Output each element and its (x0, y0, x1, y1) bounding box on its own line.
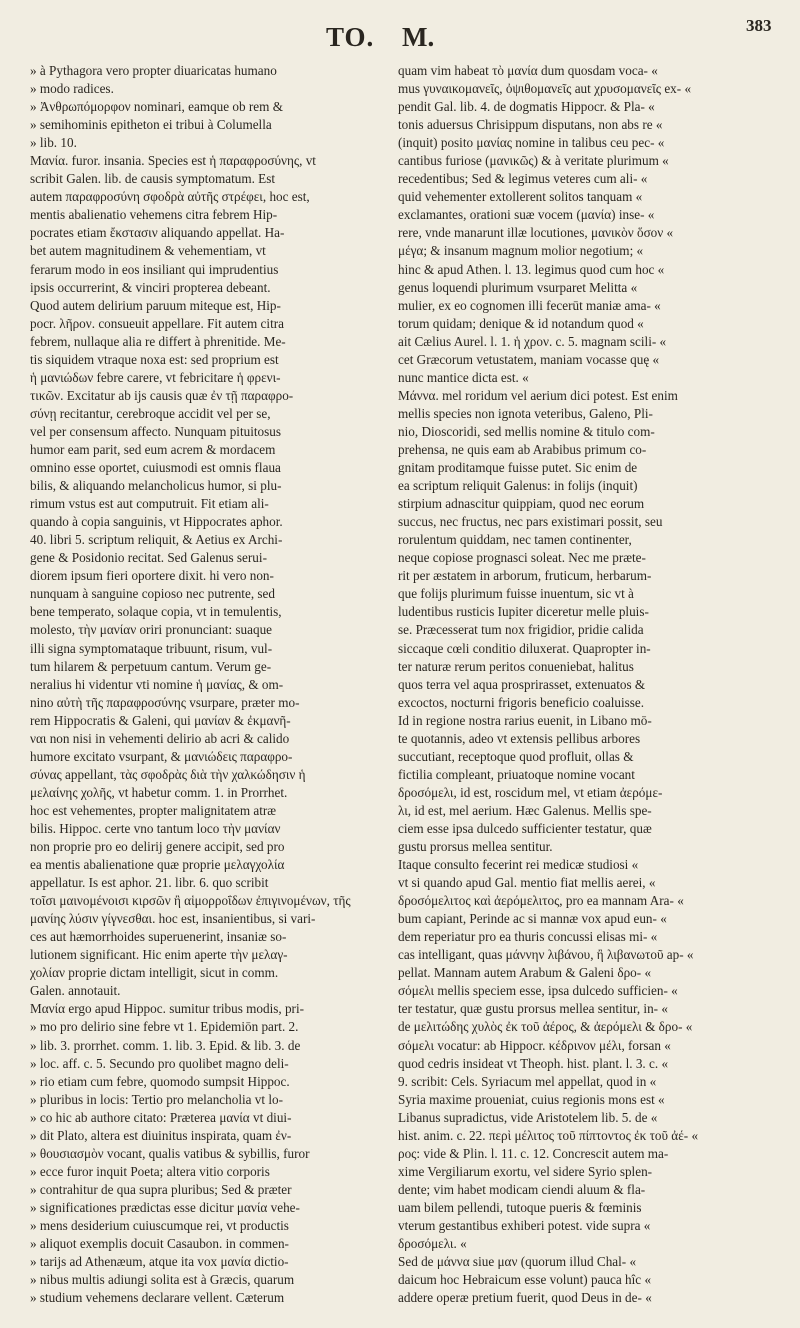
text-line: se. Præcesserat tum nox frigidior, pridie calida (398, 622, 644, 638)
text-line: bilis. Hippoc. certe vno tantum loco τὴν μανίαν (30, 820, 281, 836)
text-line: 40. libri 5. scriptum reliquit, & Aetius ex Archi- (30, 532, 283, 548)
text-line: que folijs plurimum fuisse inuentum, sic vt à (398, 586, 634, 602)
text-line: succus, nec fructus, nec pars existimari possit, seu (398, 514, 663, 530)
text-line: σύνας appellant, τὰς σφοδρὰς διὰ τὴν χαλκώδησιν ἡ (30, 766, 306, 782)
text-line: rimum vstus est aut computruit. Fit etiam ali- (30, 496, 269, 512)
text-line: » contrahitur de qua supra pluribus; Sed & præter (30, 1181, 292, 1197)
text-line: Libanus supradictus, vide Aristotelem lib. 5. de « (398, 1109, 658, 1125)
text-line: ces aut hæmorrhoides superuenerint, insaniæ so- (30, 929, 287, 945)
text-line: uam bilem pellendi, tutoque pueris & fœminis (398, 1199, 642, 1215)
text-line: quod cedris insideat vt Theoph. hist. plant. l. 3. c. « (398, 1055, 669, 1071)
text-line: λι, id est, mel aerium. Hæc Galenus. Mellis spe- (398, 802, 652, 818)
text-line: τοῖσι μαινομένοισι κιρσῶν ἢ αἱμορροΐδων ἐπιγινομένων, τῆς (30, 893, 351, 909)
text-line: gustu prorsus mellea sentitur. (398, 839, 553, 855)
text-line: quid vehementer extollerent solitos tanquam « (398, 189, 643, 205)
text-line: neque copiose prognasci soleat. Nec me præte- (398, 550, 646, 566)
text-line: » loc. aff. c. 5. Secundo pro quolibet magno deli- (30, 1055, 289, 1071)
page-number: 383 (746, 16, 772, 35)
text-line: bilis, & aliquando melancholicus humor, si plu- (30, 478, 282, 494)
text-line: dente; vim habet modicam ciendi aluum & fla- (398, 1181, 646, 1197)
text-line: daicum hoc Hebraicum esse volunt) pauca hîc « (398, 1272, 652, 1288)
text-line: δροσόμελι, id est, roscidum mel, vt etiam ἀερόμε- (398, 784, 663, 800)
text-line: ρος: vide & Plin. l. 11. c. 12. Concrescit autem ma- (398, 1145, 669, 1161)
text-line: » aliquot exemplis docuit Casaubon. in commen- (30, 1236, 289, 1252)
text-line: torum quidam; denique & id notandum quod « (398, 315, 644, 331)
text-line: autem παραφροσύνη σφοδρὰ αὐτῆς στρέφει, hoc est, (30, 189, 310, 205)
text-line: » mo pro delirio sine febre vt 1. Epidemiōn part. 2. (30, 1019, 299, 1035)
text-line: Id in regione nostra rarius euenit, in Libano mō- (398, 712, 652, 728)
text-line: hoc est vehementes, propter malignitatem atræ (30, 802, 277, 818)
text-line: recedentibus; Sed & legimus veteres cum ali- « (398, 171, 648, 187)
text-line: » nibus multis adiungi solita est à Græcis, quarum (30, 1272, 295, 1288)
text-line: » rio etiam cum febre, quomodo sumpsit Hippoc. (30, 1073, 290, 1089)
text-line: quam vim habeat τὸ μανία dum quosdam voca- « (398, 63, 658, 78)
text-line: illi signa symptomataque tribuunt, risum, vul- (30, 640, 273, 656)
text-line: Sed de μάννα siue μαν (quorum illud Chal- « (398, 1254, 637, 1270)
header-title-right: M. (402, 22, 435, 52)
text-line: » ecce furor inquit Poeta; altera vitio corporis (30, 1163, 270, 1179)
text-line: rorulentum quiddam, nec tamen continenter, (398, 532, 632, 548)
text-line: genus loquendi plurimum vsurparet Melitta « (398, 279, 638, 295)
text-line: σύνῃ recitantur, cerebroque accidit vel per se, (30, 405, 271, 421)
text-line: μελαίνης χολῆς, vt habetur comm. 1. in Prorrhet. (30, 784, 288, 800)
text-line: » pluribus in locis: Tertio pro melancholia vt lo- (30, 1091, 284, 1107)
text-line: » lib. 3. prorrhet. comm. 1. lib. 3. Epid. & lib. 3. de (30, 1037, 301, 1053)
text-line: de μελιτώδης χυλὸς ἐκ τοῦ ἀέρος, & ἀερόμελι & δρο- « (398, 1019, 693, 1035)
text-line: diorem ipsum fieri oportere dixit. hi vero non- (30, 568, 274, 584)
right-column (398, 62, 770, 1307)
text-line: pocr. λῆρον. consueuit appellare. Fit autem citra (30, 315, 284, 331)
text-line: ter testatur, quæ gustu prorsus mellea sentitur, in- « (398, 1001, 668, 1017)
text-line: μανίης λύσιν γίγνεσθαι. hoc est, insanientibus, si vari- (30, 911, 316, 927)
text-line: tonis aduersus Chrisippum disputans, non abs re « (398, 117, 663, 133)
text-line: appellatur. Is est aphor. 21. libr. 6. quo scribit (30, 875, 269, 891)
text-line: excoctos, nocturni frigoris beneficio coaluisse. (398, 694, 645, 710)
text-line: te quotannis, adeo vt extensis pellibus arbores (398, 730, 641, 746)
text-line: vt si quando apud Gal. mentio fiat mellis aerei, « (398, 875, 656, 891)
text-line: vel per consensum affecto. Nunquam pituitosus (30, 423, 282, 439)
text-line: ea scriptum reliquit Galenus: in folijs (inquit) (398, 478, 638, 494)
text-line: tis siquidem vtraque noxa est: sed proprium est (30, 351, 279, 367)
text-line: nunquam à sanguine copioso nec putrente, sed (30, 586, 275, 602)
text-line: Μάννα. mel roridum vel aerium dici potest. Est enim (398, 387, 678, 403)
text-line: dem reperiatur pro ea thuris concussi elisas mi- « (398, 929, 658, 945)
text-line: σόμελι mellis speciem esse, ipsa dulcedo sufficien- « (398, 983, 678, 999)
text-line: ludentibus rusticis Iupiter diceretur melle pluis- (398, 604, 649, 620)
text-line: humore excitato vsurpant, & μανιώδεις παραφρο- (30, 748, 293, 764)
text-line: δροσόμελιτος καὶ ἀερόμελιτος, pro ea mannam Ara- « (398, 893, 684, 909)
text-line: ait Cælius Aurel. l. 1. ἡ χρον. c. 5. magnam scili- « (398, 333, 667, 349)
text-line: addere operæ pretium fuerit, quod Deus in de- « (398, 1290, 652, 1306)
text-line: gnitam proditamque fuisse putet. Sic enim de (398, 460, 638, 476)
text-line: quos terra vel aqua prosprirasset, extenuatos & (398, 676, 646, 692)
text-line: prehensa, ne quis eam ab Arabibus primum co- (398, 441, 647, 457)
text-line: ipsis occurrerint, & vinciri propterea debeant. (30, 279, 271, 295)
text-line: vterum gestantibus exhiberi potest. vide supra « (398, 1218, 651, 1233)
text-line: febrem, nullaque alia re differt à phrenitide. Me- (30, 333, 286, 349)
text-line: quando à copia sanguinis, vt Hippocrates aphor. (30, 514, 283, 530)
text-line: neralius hi videntur vti nomine ἡ μανίας, & om- (30, 676, 284, 692)
text-line: mentis abalienatio vehemens citra febrem Hip- (30, 207, 278, 223)
text-line: siccaque cœli conditio diluxerat. Quapropter in- (398, 640, 651, 656)
text-line: Μανία. furor. insania. Species est ἡ παραφροσύνης, vt (30, 153, 316, 169)
text-line: exclamantes, orationi suæ vocem (μανία) inse- « (398, 207, 655, 223)
text-line: ναι non nisi in vehementi delirio ab acri & calido (30, 730, 290, 746)
text-line: Galen. annotauit. (30, 983, 121, 999)
text-line: Itaque consulto fecerint rei medicæ studiosi « (398, 857, 639, 873)
text-line: xime Vergiliarum exortu, vel sidere Syrio splen- (398, 1163, 653, 1179)
text-line: Μανία ergo apud Hippoc. sumitur tribus modis, pri- (30, 1001, 304, 1017)
text-line: ea mentis abalienatione quæ proprie μελαγχολία (30, 857, 285, 873)
text-line: Quod autem delirium paruum miteque est, Hip- (30, 297, 281, 313)
text-line: » semihominis epitheton ei tribui à Columella (30, 117, 272, 133)
text-line: μέγα; & insanum magnum molior negotium; « (398, 243, 644, 259)
text-line: cet Græcorum vetustatem, maniam vocasse quę « (398, 351, 660, 367)
text-line: 9. scribit: Cels. Syriacum mel appellat, quod in « (398, 1073, 657, 1089)
text-line: » lib. 10. (30, 135, 77, 151)
text-line: » à Pythagora vero propter diuaricatas humano (30, 63, 277, 78)
text-line: tum hilarem & perpetuum cantum. Verum ge- (30, 658, 272, 674)
text-line: » mens desiderium cuiuscumque rei, vt productis (30, 1218, 289, 1233)
running-header (0, 14, 800, 54)
text-line: pocrates etiam ἔκστασιν aliquando appellat. Ha- (30, 225, 285, 241)
text-line: hinc & apud Athen. l. 13. legimus quod cum hoc « (398, 261, 665, 277)
text-line: δροσόμελι. « (398, 1236, 467, 1252)
text-line: scribit Galen. lib. de causis symptomatum. Est (30, 171, 276, 187)
header-title-left: TO. (326, 22, 375, 52)
text-line: » dit Plato, altera est diuinitus inspirata, quam ἐν- (30, 1127, 292, 1143)
text-line: » studium vehemens declarare vellent. Cæterum (30, 1290, 285, 1306)
text-line: gene & Posidonio recitat. Sed Galenus serui- (30, 550, 267, 566)
text-line: nio, Dioscoridi, sed mellis nomine & titulo com- (398, 423, 655, 439)
text-line: rere, vnde manarunt illæ locutiones, μανικὸν ὅσον « (398, 225, 674, 241)
text-line: » significationes prædictas esse dicitur μανία vehe- (30, 1199, 300, 1215)
text-line: τικῶν. Excitatur ab ijs causis quæ ἐν τῇ παραφρο- (30, 387, 294, 403)
text-line: ciem esse ipsa dulcedo sufficienter testatur, quæ (398, 820, 652, 836)
text-line: nino αὐτὴ τῆς παραφροσύνης vsurpare, præter mo- (30, 694, 300, 710)
text-line: lutionem significant. Hic enim aperte τὴν μελαγ- (30, 947, 288, 963)
text-line: bene temperato, solaque copia, vt in temulentis, (30, 604, 282, 620)
text-line: bet autem magnitudinem & vehementiam, vt (30, 243, 266, 259)
text-line: Syria maxime proueniat, cuius regionis mons est « (398, 1091, 665, 1107)
text-line: » modo radices. (30, 81, 114, 97)
text-line: ἡ μανιώδων febre carere, vt febricitare ἡ φρενι- (30, 369, 281, 385)
text-line: stirpium adnascitur quippiam, quod nec eorum (398, 496, 645, 512)
text-line: pellat. Mannam autem Arabum & Galeni δρο- « (398, 965, 652, 981)
text-line: non proprie pro eo delirij genere accipit, sed pro (30, 839, 285, 855)
text-line: ferarum modo in eos insiliant qui imprudentius (30, 261, 279, 277)
text-line: succutiant, receptoque quod profluit, ollas & (398, 748, 634, 764)
text-line: » co hic ab authore citato: Præterea μανία vt diui- (30, 1109, 292, 1125)
text-line: ter naturæ rerum peritos conueniebat, halitus (398, 658, 634, 674)
text-line: rem Hippocratis & Galeni, qui μανίαν & ἐκμανῆ- (30, 712, 291, 728)
text-line: » Ἀνθρωπόμορφον nominari, eamque ob rem & (30, 99, 283, 115)
text-line: humor eam parit, sed eum acrem & mordacem (30, 441, 276, 457)
text-line: » tarijs ad Athenæum, atque ita vox μανία dictio- (30, 1254, 289, 1270)
text-line: pendit Gal. lib. 4. de dogmatis Hippocr. & Pla- « (398, 99, 655, 115)
text-line: σόμελι vocatur: ab Hippocr. κέδρινον μέλι, forsan « (398, 1037, 671, 1053)
text-line: cantibus furiose (μανικῶς) & à veritate plurimum « (398, 153, 669, 169)
text-line: omnino esse oportet, cuiusmodi est omnis flaua (30, 460, 281, 476)
text-line: mus γυναικομανεῖς, ὀψιθομανεῖς aut χρυσομανεῖς ex- « (398, 81, 692, 97)
text-line: bum capiant, Perinde ac si mannæ vox apud eun- « (398, 911, 667, 927)
text-line: nunc mantice dicta est. « (398, 369, 529, 385)
text-line: χολίαν proprie dictam intelligit, sicut in comm. (30, 965, 279, 981)
left-column (30, 62, 400, 1307)
text-line: rit per æstatem in arborum, fruticum, herbarum- (398, 568, 652, 584)
text-line: cas intelligant, quas μάννην λιβάνου, ἢ λιβανωτοῦ ap- « (398, 947, 694, 963)
text-line: mulier, ex eo cognomen illi fecerūt maniæ ama- « (398, 297, 661, 313)
text-line: hist. anim. c. 22. περὶ μέλιτος τοῦ πίπτοντος ἐκ τοῦ ἀέ- « (398, 1127, 699, 1143)
text-line: » θουσιασμὸν vocant, qualis vatibus & sybillis, furor (30, 1145, 310, 1161)
text-line: molesto, τὴν μανίαν oriri pronunciant: suaque (30, 622, 273, 638)
text-line: (inquit) posito μανίας nomine in talibus ceu pec- « (398, 135, 665, 151)
text-line: mellis species non ignota veteribus, Galeno, Pli- (398, 405, 653, 421)
text-line: fictilia compleant, priuatoque nomine vocant (398, 766, 635, 782)
